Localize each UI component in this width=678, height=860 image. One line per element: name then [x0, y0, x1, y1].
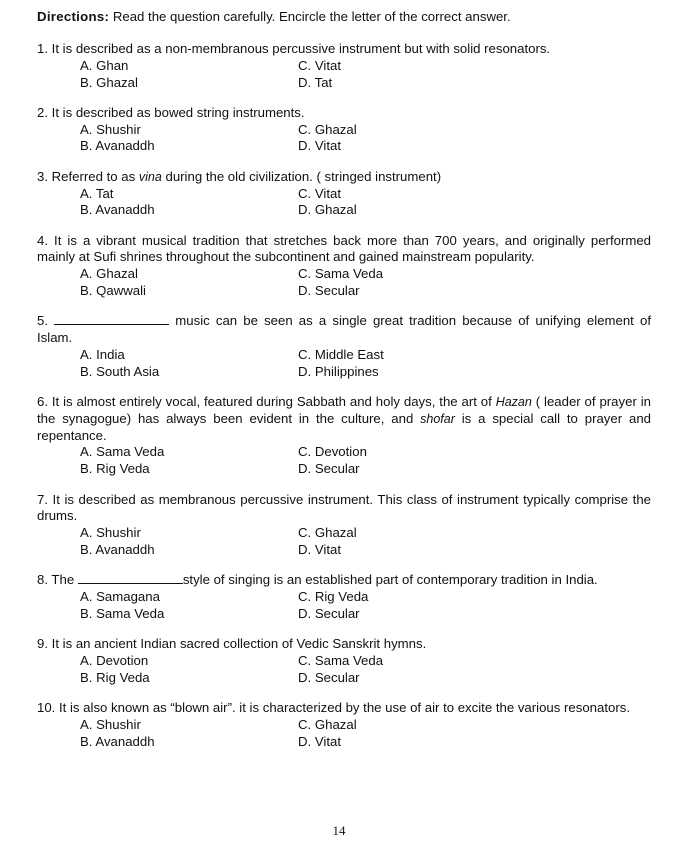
- question-text: ( leader of prayer in the synagogue) has always been evident in the culture, and: [37, 394, 651, 426]
- question-8: [37, 572, 651, 622]
- question-text: 9. It is an ancient Indian sacred collection of Vedic Sanskrit hymns.: [37, 636, 427, 652]
- option-d[interactable]: D. Ghazal: [298, 202, 357, 218]
- option-c[interactable]: C. Devotion: [298, 444, 367, 460]
- question-text: during the old civilization. ( stringed instrument): [161, 168, 442, 184]
- option-a[interactable]: A. Samagana: [80, 589, 160, 605]
- question-stem: [37, 700, 651, 717]
- option-b[interactable]: B. South Asia: [80, 363, 160, 379]
- italic-term: Hazan: [495, 395, 532, 410]
- answer-options: [37, 347, 651, 381]
- question-text: is a special call to prayer and repentance.: [37, 410, 651, 443]
- answer-options: [37, 717, 651, 751]
- question-stem: [37, 313, 651, 347]
- question-text: 4. It is a vibrant musical tradition that stretches back more than 700 years, and originally performed mainly at Sufi shrines throughout the subcontinent and gained mainstream popularity.: [37, 232, 651, 265]
- italic-term: shofar: [420, 411, 455, 426]
- option-b[interactable]: B. Avanaddh: [80, 733, 155, 749]
- option-c[interactable]: C. Rig Veda: [298, 589, 369, 605]
- question-9: [37, 636, 651, 686]
- option-b[interactable]: B. Sama Veda: [80, 605, 165, 621]
- question-text: 10. It is also known as “blown air”. it is characterized by the use of air to excite the various resonators.: [37, 700, 630, 715]
- option-d[interactable]: D. Vitat: [298, 541, 342, 557]
- option-c[interactable]: C. Ghazal: [298, 525, 357, 541]
- option-b[interactable]: B. Avanaddh: [80, 138, 155, 154]
- question-stem: [37, 492, 651, 526]
- option-d[interactable]: D. Secular: [298, 283, 360, 299]
- question-text: 2. It is described as bowed string instruments.: [37, 104, 305, 120]
- answer-options: [37, 525, 651, 559]
- question-text: 3. Referred to as: [37, 168, 139, 184]
- question-stem: [37, 572, 651, 589]
- option-d[interactable]: D. Secular: [298, 461, 360, 477]
- worksheet-page: [37, 8, 651, 764]
- answer-options: [37, 122, 651, 156]
- option-a[interactable]: A. India: [80, 346, 125, 362]
- option-d[interactable]: D. Philippines: [298, 363, 379, 379]
- option-c[interactable]: C. Ghazal: [298, 716, 357, 732]
- question-text: 7. It is described as membranous percussive instrument. This class of instrument typically comprise the drums.: [37, 491, 651, 524]
- answer-options: [37, 653, 651, 687]
- question-3: [37, 169, 651, 219]
- option-c[interactable]: C. Ghazal: [298, 121, 357, 137]
- question-stem: [37, 41, 651, 58]
- question-4: [37, 233, 651, 300]
- directions-label: Directions:: [37, 9, 110, 24]
- option-b[interactable]: B. Qawwali: [80, 283, 146, 299]
- option-c[interactable]: C. Middle East: [298, 346, 384, 362]
- question-text: music can be seen as a single great tradition because of unifying element of Islam.: [37, 313, 651, 346]
- question-stem: [37, 636, 651, 653]
- italic-term: vina: [138, 169, 162, 184]
- option-d[interactable]: D. Vitat: [298, 733, 342, 749]
- option-b[interactable]: B. Avanaddh: [80, 541, 155, 557]
- question-text: 6. It is almost entirely vocal, featured during Sabbath and holy days, the art of: [37, 394, 496, 410]
- question-5: [37, 313, 651, 380]
- option-a[interactable]: A. Ghan: [80, 57, 129, 73]
- page-number: 14: [332, 823, 346, 838]
- question-stem: [37, 169, 651, 186]
- option-d[interactable]: D. Secular: [298, 669, 360, 685]
- directions-text: Read the question carefully. Encircle the letter of the correct answer.: [109, 9, 511, 24]
- answer-options: [37, 589, 651, 623]
- option-c[interactable]: C. Vitat: [298, 185, 342, 201]
- question-text: 1. It is described as a non-membranous percussive instrument but with solid resonators.: [37, 41, 551, 56]
- question-stem: [37, 105, 651, 122]
- answer-blank[interactable]: [54, 313, 169, 325]
- option-d[interactable]: D. Tat: [298, 74, 333, 90]
- question-2: [37, 105, 651, 155]
- question-10: [37, 700, 651, 750]
- option-a[interactable]: A. Ghazal: [80, 266, 138, 282]
- question-6: [37, 394, 651, 478]
- question-stem: [37, 394, 651, 444]
- option-d[interactable]: D. Secular: [298, 605, 360, 621]
- option-d[interactable]: D. Vitat: [298, 138, 342, 154]
- answer-blank[interactable]: [78, 572, 183, 584]
- answer-options: [37, 266, 651, 300]
- option-a[interactable]: A. Shushir: [80, 716, 141, 732]
- option-a[interactable]: A. Shushir: [80, 525, 141, 541]
- option-b[interactable]: B. Rig Veda: [80, 669, 150, 685]
- answer-options: [37, 444, 651, 478]
- answer-options: [37, 58, 651, 92]
- option-a[interactable]: A. Sama Veda: [80, 444, 165, 460]
- option-b[interactable]: B. Rig Veda: [80, 461, 150, 477]
- option-b[interactable]: B. Avanaddh: [80, 202, 155, 218]
- directions: [37, 8, 651, 26]
- option-c[interactable]: C. Sama Veda: [298, 266, 384, 282]
- question-text: 5.: [37, 313, 55, 329]
- option-a[interactable]: A. Tat: [80, 185, 114, 201]
- question-text: style of singing is an established part of contemporary tradition in India.: [182, 572, 598, 588]
- option-b[interactable]: B. Ghazal: [80, 74, 138, 90]
- option-a[interactable]: A. Devotion: [80, 652, 149, 668]
- question-text: 8. The: [37, 572, 78, 588]
- option-c[interactable]: C. Sama Veda: [298, 652, 384, 668]
- option-a[interactable]: A. Shushir: [80, 121, 141, 137]
- question-1: [37, 41, 651, 91]
- option-c[interactable]: C. Vitat: [298, 57, 342, 73]
- question-stem: [37, 233, 651, 267]
- answer-options: [37, 186, 651, 220]
- question-7: [37, 492, 651, 559]
